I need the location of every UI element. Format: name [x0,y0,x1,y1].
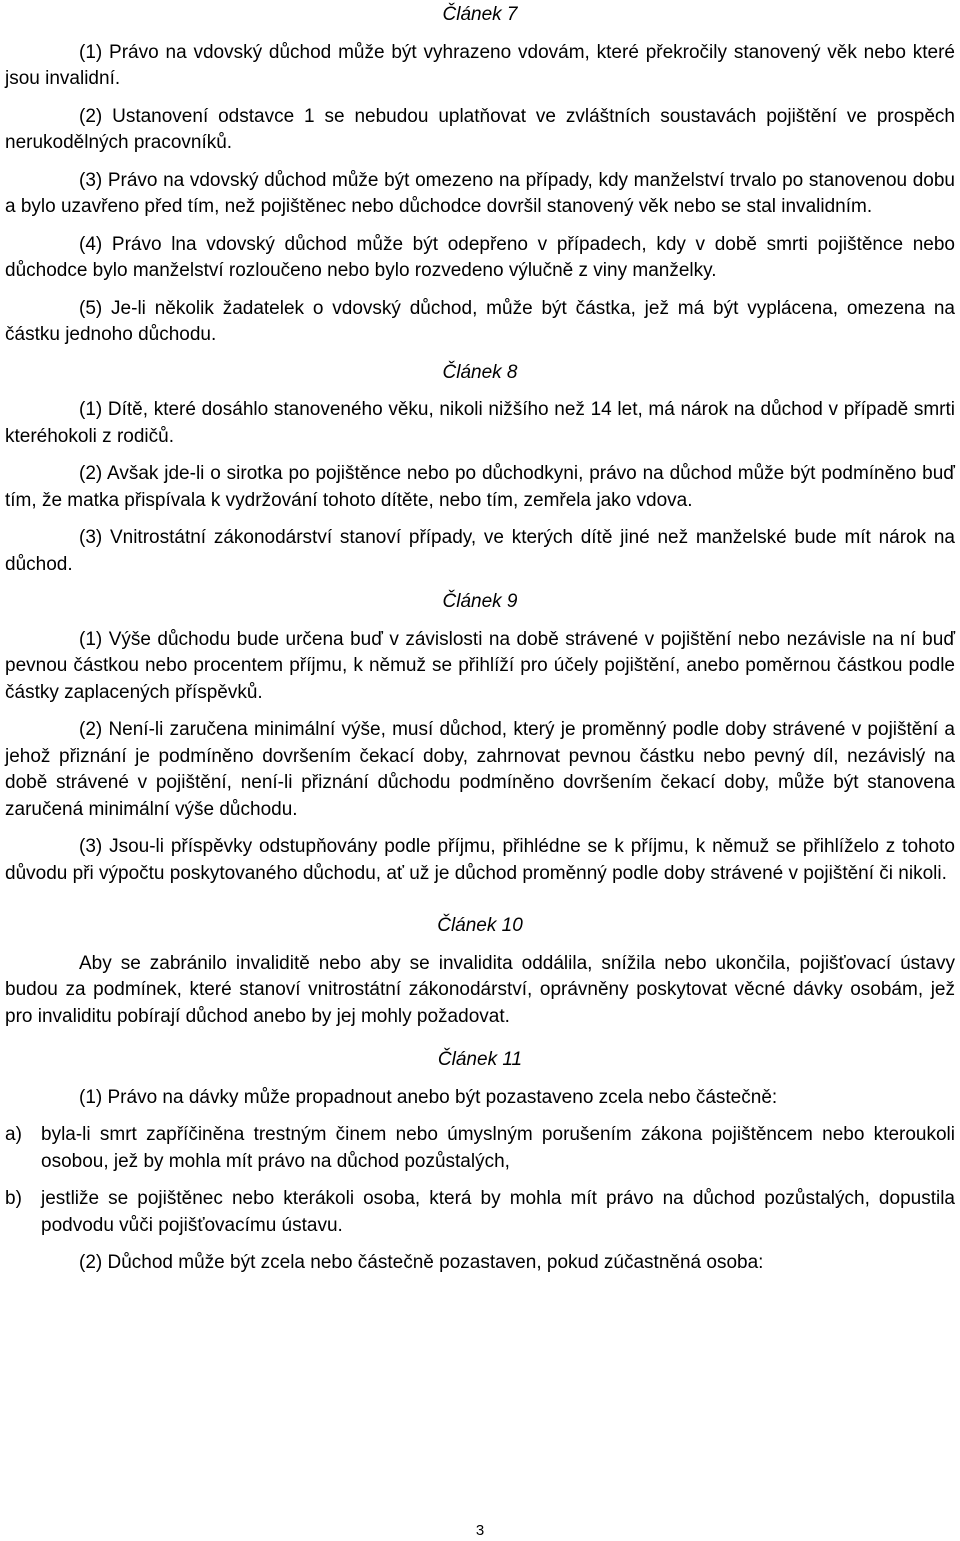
article-8-heading: Článek 8 [442,361,518,383]
article-11-heading: Článek 11 [437,1049,523,1070]
article-7-heading: Článek 7 [442,4,518,25]
article-7-paragraph-1: (1) Právo na vdovský důchod může být vyhrazeno vdovám, které překročily stanovený věk nebo které jsou invalidní. [5,41,955,89]
document-page [5,0,955,1277]
article-9-paragraph-1: (1) Výše důchodu bude určena buď v závislosti na době strávené v pojištění nebo nezávisle na ní buď pevnou částkou nebo procentem příjmu, k němuž se přihlíží pro účely pojištění, anebo poměrnou částkou podle částky zaplacených příspěvků. [5,628,955,703]
article-9-heading: Článek 9 [442,591,518,612]
article-10-heading: Článek 10 [437,915,523,936]
article-9-paragraph-2: (2) Není-li zaručena minimální výše, musí důchod, který je proměnný podle doby strávené v pojištění a jehož přiznání je podmíněno dovršením čekací doby, zahrnovat pevnou částku nebo pevný díl, nezávislý na době strávené v pojištění, není-li přiznání důchodu podmíněno dovršením čekací doby, může být stanovena zaručená minimální výše důchodu. [5,719,955,820]
article-7-paragraph-3: (3) Právo na vdovský důchod může být omezeno na případy, kdy manželství trvalo po stanovenou dobu a bylo uzavřeno před tím, než pojištěnec nebo důchodce dovršil stanovený věk nebo se stal invalidním. [5,169,955,217]
article-9-paragraph-3: (3) Jsou-li příspěvky odstupňovány podle příjmu, přihlédne se k příjmu, k němuž se přihlíželo z tohoto důvodu při výpočtu poskytovaného důchodu, ať už je důchod proměnný podle doby strávené v pojištění či nikoli. [5,836,955,884]
article-8-paragraph-2: (2) Avšak jde-li o sirotka po pojištěnce nebo po důchodkyni, právo na důchod může být podmíněno buď tím, že matka přispívala k vydržování tohoto dítěte, nebo tím, zemřela jako vdova. [5,463,955,511]
list-item-text: byla-li smrt zapříčiněna trestným činem nebo úmyslným porušením zákona pojištěncem nebo kteroukoli osobou, jež by mohla mít právo na důchod pozůstalých, [41,1124,955,1172]
list-item-text: jestliže se pojištěnec nebo kterákoli osoba, která by mohla mít právo na důchod pozůstalých, dopustila podvodu vůči pojišťovacímu ústavu. [41,1188,955,1236]
article-11-paragraph-1: (1) Právo na dávky může propadnout anebo být pozastaveno zcela nebo částečně: [79,1086,778,1108]
article-11-paragraph-2: (2) Důchod může být zcela nebo částečně pozastaven, pokud zúčastněná osoba: [79,1252,764,1273]
article-8-paragraph-3: (3) Vnitrostátní zákonodárství stanoví případy, ve kterých dítě jiné než manželské bude mít nárok na důchod. [5,527,955,575]
article-8-paragraph-1: (1) Dítě, které dosáhlo stanoveného věku, nikoli nižšího než 14 let, má nárok na důchod v případě smrti kteréhokoli z rodičů. [5,399,955,447]
article-11-list-item-a [5,1122,955,1175]
article-7-paragraph-4: (4) Právo lna vdovský důchod může být odepřeno v případech, kdy v době smrti pojištěnce nebo důchodce bylo manželství rozloučeno nebo bylo rozvedeno výlučně z viny manželky. [5,233,955,281]
article-7-paragraph-2: (2) Ustanovení odstavce 1 se nebudou uplatňovat ve zvláštních soustavách pojištění ve prospěch nerukodělných pracovníků. [5,105,955,153]
page-number: 3 [475,1522,485,1539]
list-marker: b) [5,1188,22,1209]
article-7-paragraph-5: (5) Je-li několik žadatelek o vdovský důchod, může být částka, jež má být vyplácena, omezena na částku jednoho důchodu. [5,297,955,345]
list-marker: a) [5,1124,22,1145]
article-10-paragraph-1: Aby se zabránilo invaliditě nebo aby se invalidita oddálila, snížila nebo ukončila, pojišťovací ústavy budou za podmínek, které stanoví vnitrostátní zákonodárství, oprávněny poskytovat věcné dávky osobám, jež pro invaliditu pobírají důchod anebo by jej mohly požadovat. [5,952,955,1027]
article-11-list-item-b [5,1186,955,1239]
